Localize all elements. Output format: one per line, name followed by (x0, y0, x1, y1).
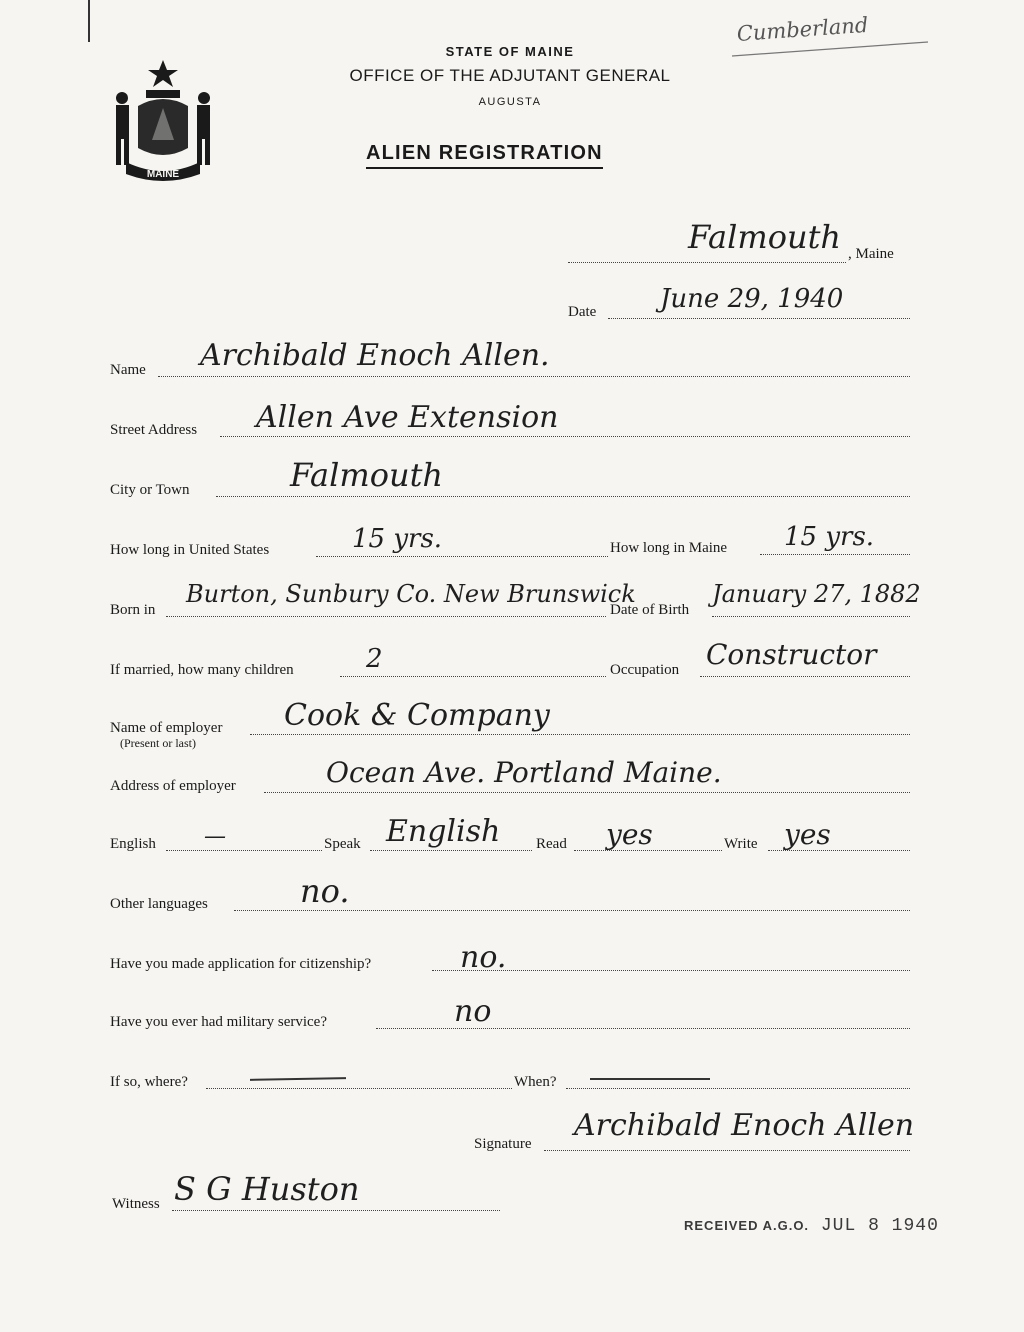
us-label: How long in United States (110, 542, 270, 558)
children-value: 2 (366, 644, 383, 674)
where-dash (250, 1077, 346, 1081)
other-lang-value: no. (300, 872, 350, 910)
town-suffix: , Maine (848, 246, 894, 262)
occupation-value: Constructor (706, 638, 877, 671)
us-dots (316, 556, 608, 557)
street-dots (220, 436, 910, 437)
emp-address-dots (264, 792, 910, 793)
employer-sublabel: (Present or last) (120, 736, 196, 750)
when-dash (590, 1078, 710, 1080)
occupation-label: Occupation (610, 662, 680, 678)
speak-dots (370, 850, 532, 851)
street-label: Street Address (110, 422, 198, 438)
read-label: Read (536, 836, 567, 852)
write-value: yes (784, 818, 831, 851)
name-label: Name (110, 362, 146, 378)
employer-dots (250, 734, 910, 735)
speak-value: English (386, 814, 501, 849)
received-stamp-date: JUL 8 1940 (820, 1216, 939, 1236)
born-label: Born in (110, 602, 156, 618)
military-label: Have you ever had military service? (110, 1014, 327, 1030)
military-value: no (454, 994, 492, 1029)
born-dots (166, 616, 606, 617)
witness-dots (172, 1210, 500, 1211)
received-stamp (684, 1216, 939, 1236)
other-lang-label: Other languages (110, 896, 208, 912)
received-stamp-label: RECEIVED A.G.O. (684, 1218, 810, 1233)
state-heading: STATE OF MAINE (445, 44, 575, 59)
name-dots (158, 376, 910, 377)
occupation-dots (700, 676, 910, 677)
county-annotation (728, 12, 933, 58)
employer-value: Cook & Company (284, 698, 550, 733)
town-value: Falmouth (688, 218, 842, 256)
name-value: Archibald Enoch Allen. (200, 338, 550, 373)
dob-dots (712, 616, 910, 617)
maine-state-seal-icon (108, 56, 218, 186)
maine-dots (760, 554, 910, 555)
edge-mark (88, 0, 90, 42)
read-value: yes (606, 818, 653, 851)
citizenship-label: Have you made application for citizenship? (110, 956, 372, 972)
witness-value: S G Huston (174, 1170, 360, 1208)
signature-label: Signature (474, 1136, 532, 1152)
employer-label: Name of employer (110, 720, 223, 736)
city-dots (216, 496, 910, 497)
date-dots (608, 318, 910, 319)
office-heading: OFFICE OF THE ADJUTANT GENERAL (349, 66, 671, 85)
city-value: Falmouth (290, 456, 444, 494)
when-label: When? (514, 1074, 557, 1090)
maine-label: How long in Maine (610, 540, 728, 556)
us-value: 15 yrs. (352, 524, 443, 554)
write-label: Write (724, 836, 758, 852)
born-value: Burton, Sunbury Co. New Brunswick (186, 580, 636, 608)
signature-dots (544, 1150, 910, 1151)
where-dots (206, 1088, 512, 1089)
english-value: — (204, 824, 226, 849)
speak-label: Speak (324, 836, 361, 852)
dob-label: Date of Birth (610, 602, 690, 618)
date-value: June 29, 1940 (660, 284, 844, 314)
english-label: English (110, 836, 156, 852)
other-lang-dots (234, 910, 910, 911)
city-label: City or Town (110, 482, 190, 498)
citizenship-value: no. (460, 940, 507, 975)
dob-value: January 27, 1882 (712, 580, 921, 608)
children-label: If married, how many children (110, 662, 294, 678)
emp-address-value: Ocean Ave. Portland Maine. (326, 756, 722, 789)
county-annotation-text: Cumberland (736, 12, 869, 46)
town-dots (568, 262, 846, 263)
where-label: If so, where? (110, 1074, 188, 1090)
when-dots (566, 1088, 910, 1089)
date-label: Date (568, 304, 597, 320)
svg-text:MAINE: MAINE (146, 169, 180, 180)
witness-label: Witness (112, 1196, 160, 1212)
street-value: Allen Ave Extension (256, 400, 559, 435)
maine-value: 15 yrs. (784, 522, 875, 552)
form-title: ALIEN REGISTRATION (366, 142, 603, 169)
emp-address-label: Address of employer (110, 778, 236, 794)
signature-value: Archibald Enoch Allen (574, 1108, 915, 1143)
english-dots (166, 850, 322, 851)
city-heading: AUGUSTA (478, 96, 542, 108)
children-dots (340, 676, 606, 677)
